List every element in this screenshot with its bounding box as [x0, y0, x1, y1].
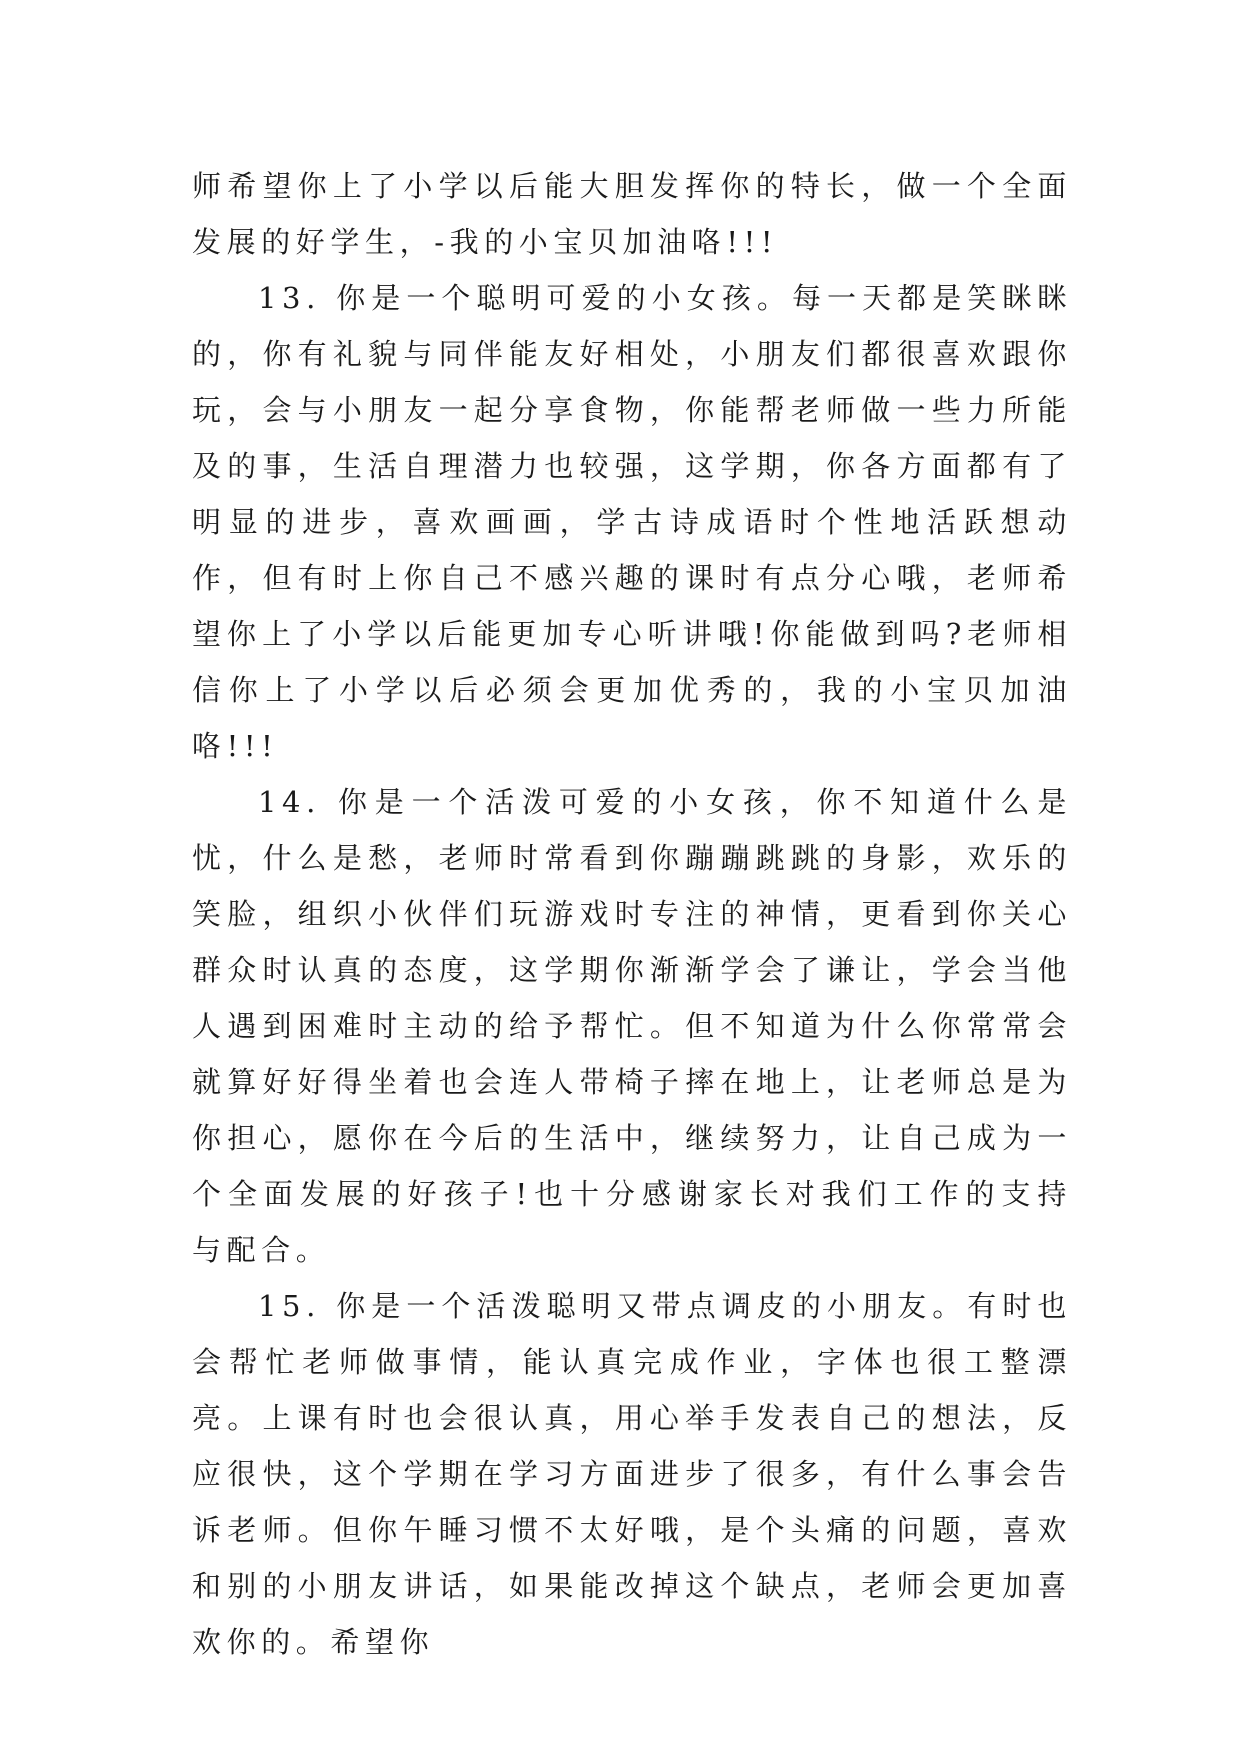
paragraph-comment-13: 13. 你是一个聪明可爱的小女孩。每一天都是笑眯眯的，你有礼貌与同伴能友好相处，小朋友们都很喜欢跟你玩，会与小朋友一起分享食物，你能帮老师做一些力所能及的事，生活自理潜力也较强，这学期，你各方面都有了明显的进步，喜欢画画，学古诗成语时个性地活跃想动作，但有时上你自己不感兴趣的课时有点分心哦，老师希望你上了小学以后能更加专心听讲哦!你能做到吗?老师相信你上了小学以后必须会更加优秀的，我的小宝贝加油咯!!!: [192, 281, 1072, 763]
paragraph-continuation: 师希望你上了小学以后能大胆发挥你的特长，做一个全面发展的好学生，-我的小宝贝加油咯!!!: [192, 169, 1072, 259]
document-body: [192, 158, 1072, 1670]
paragraph-comment-14: 14. 你是一个活泼可爱的小女孩，你不知道什么是忧，什么是愁，老师时常看到你蹦蹦跳跳的身影，欢乐的笑脸，组织小伙伴们玩游戏时专注的神情，更看到你关心群众时认真的态度，这学期你渐渐学会了谦让，学会当他人遇到困难时主动的给予帮忙。但不知道为什么你常常会就算好好得坐着也会连人带椅子摔在地上，让老师总是为你担心，愿你在今后的生活中，继续努力，让自己成为一个全面发展的好孩子!也十分感谢家长对我们工作的支持与配合。: [192, 785, 1072, 1267]
paragraph-comment-15: 15. 你是一个活泼聪明又带点调皮的小朋友。有时也会帮忙老师做事情，能认真完成作业，字体也很工整漂亮。上课有时也会很认真，用心举手发表自己的想法，反应很快，这个学期在学习方面进步了很多，有什么事会告诉老师。但你午睡习惯不太好哦，是个头痛的问题，喜欢和别的小朋友讲话，如果能改掉这个缺点，老师会更加喜欢你的。希望你: [192, 1289, 1072, 1659]
